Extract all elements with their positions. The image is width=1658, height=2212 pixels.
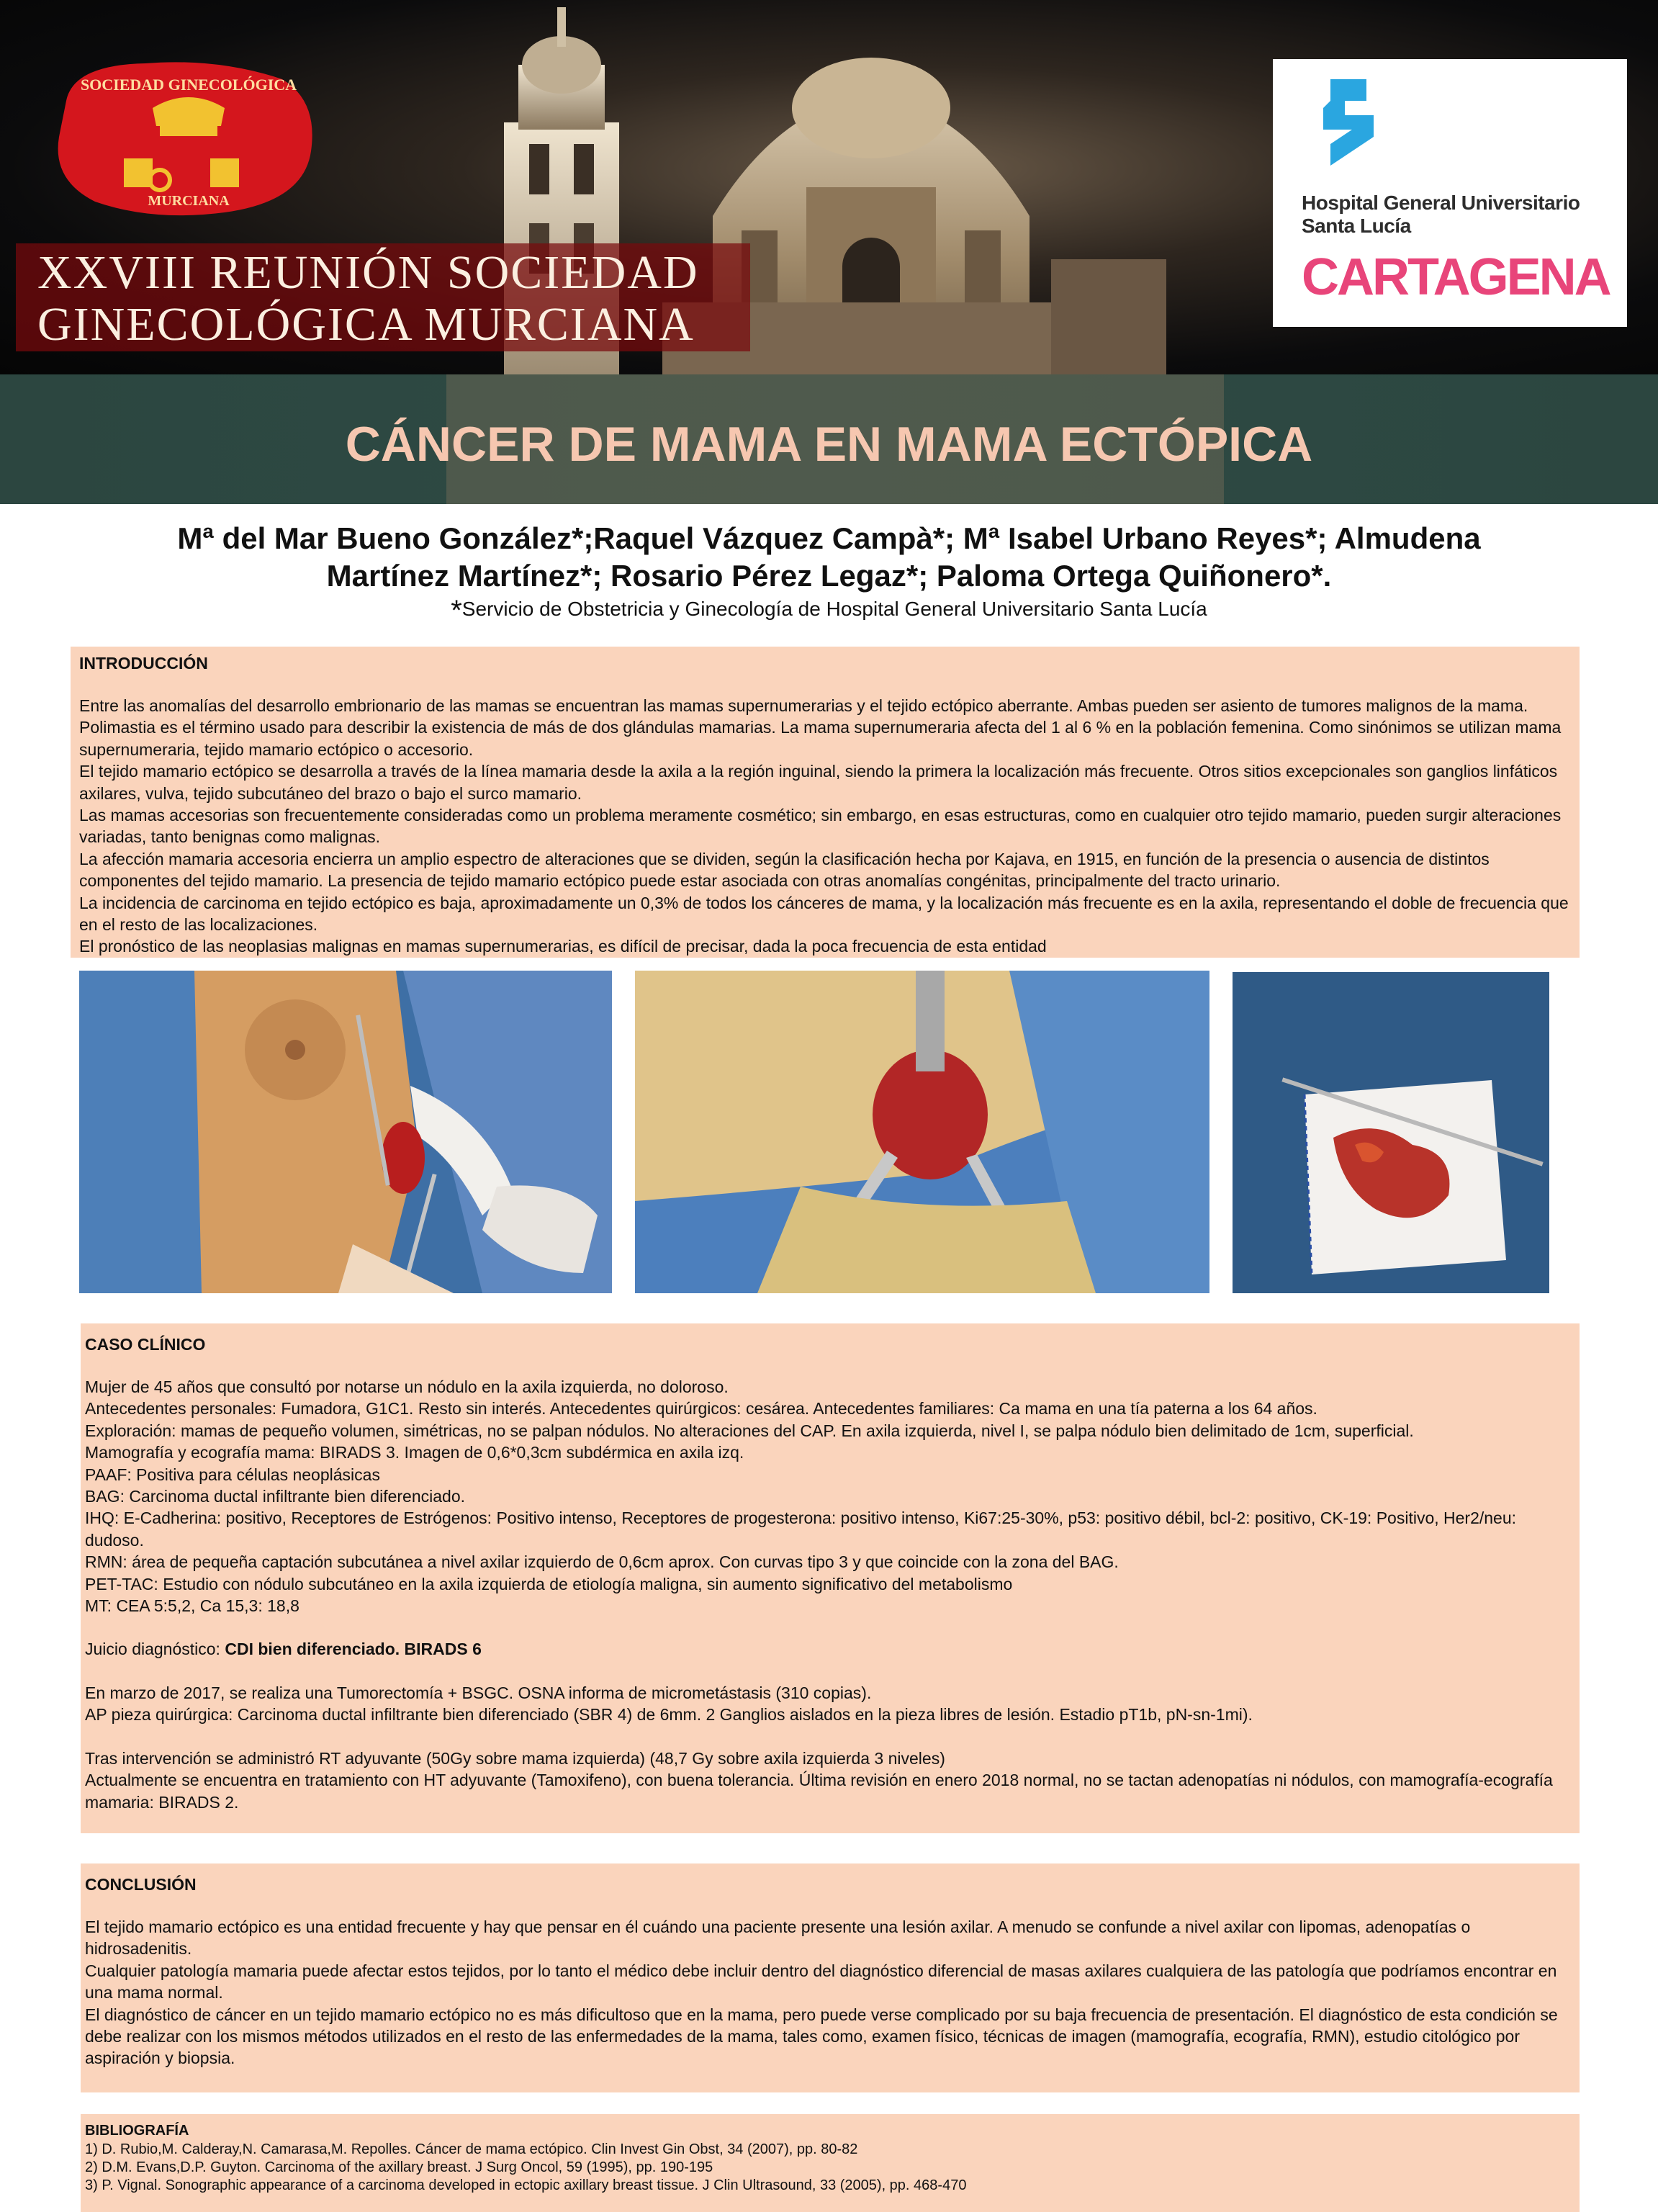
bibliography-item: 3) P. Vignal. Sonographic appearance of a carcinoma developed in ectopic axillary breast tissue. J Clin Ultrasound, 33 (2005), pp. 468-470 xyxy=(85,2177,967,2193)
case-heading: CASO CLÍNICO xyxy=(85,1335,206,1354)
hospital-city: CARTAGENA xyxy=(1302,248,1610,306)
case-body-1: Mujer de 45 años que consultó por notarse un nódulo en la axila izquierda, no doloroso. Antecedentes personales: Fumadora, G1C1. Resto sin interés. Antecedentes quirúrgicos: cesárea. Antecedentes familiares: Ca mama en una tía paterna a los 64 años. Exploración: mamas de pequeño volumen, simétricas, no se palpan nódulos. No alteraciones del CAP. En axila izquierda, nivel I, se palpa nódulo bien delimitado de 1cm, superficial. Mamografía y ecografía mama: BIRADS 3. Imagen de 0,6*0,3cm subdérmica en axila izq. PAAF: Positiva para células neoplásicas BAG: Carcinoma ductal infiltrante bien diferenciado. IHQ: E-Cadherina: positivo, Receptores de Estrógenos: Positivo intenso, Receptores de progesterona: positivo intenso, Ki67:25-30%, p53: positivo débil, bcl-2: positivo, CK-19: Positivo, Her2/neu: dudoso. RMN: área de pequeña captación subcutánea a nivel axilar izquierdo de 0,6cm aprox. Con curvas tipo 3 y que coincide con la zona del BAG. PET-TAC: Estudio con nódulo subcutáneo en la axila izquierda de etiología maligna, sin aumento significativo del metabolismo MT: CEA 5:5,2, Ca 15,3: 18,8 xyxy=(85,1377,1517,1616)
authors-line2: Martínez Martínez*; Rosario Pérez Legaz*; Paloma Ortega Quiñonero*. xyxy=(326,559,1332,593)
conclusion-heading: CONCLUSIÓN xyxy=(85,1875,197,1894)
bibliography-heading: BIBLIOGRAFÍA xyxy=(85,2123,189,2139)
diagnosis-value: CDI bien diferenciado. BIRADS 6 xyxy=(225,1640,482,1659)
case-panel xyxy=(81,1323,1580,1833)
meeting-title-line2: GINECOLÓGICA MURCIANA xyxy=(37,298,695,351)
poster-title: CÁNCER DE MAMA EN MAMA ECTÓPICA xyxy=(345,417,1313,472)
case-body-2: En marzo de 2017, se realiza una Tumorectomía + BSGC. OSNA informa de micrometástasis (310 copias). AP pieza quirúrgica: Carcinoma ductal infiltrante bien diferenciado (SBR 4) de 6mm. 2 Ganglios aislados en la pieza libres de lesión. Estadio pT1b, pN-sn-1mi). xyxy=(85,1683,1253,1725)
hospital-logo xyxy=(1273,59,1627,327)
hospital-name: Hospital General Universitario Santa Lucía xyxy=(1302,192,1580,237)
surgery-photo-2 xyxy=(635,971,1209,1293)
seal-bottom-text: MURCIANA xyxy=(148,193,230,209)
introduction-heading: INTRODUCCIÓN xyxy=(79,654,208,673)
surgery-photo-1 xyxy=(79,971,612,1293)
bibliography-item: 2) D.M. Evans,D.P. Guyton. Carcinoma of the axillary breast. J Surg Oncol, 59 (1995), pp. 190-195 xyxy=(85,2159,713,2175)
conclusion-panel xyxy=(81,1863,1580,2092)
affiliation-mark: * xyxy=(451,595,462,626)
bibliography-panel xyxy=(81,2114,1580,2212)
authors-line1: Mª del Mar Bueno González*;Raquel Vázquez Campà*; Mª Isabel Urbano Reyes*; Almudena xyxy=(177,521,1481,555)
header-banner xyxy=(0,0,1658,374)
hospital-mark-icon xyxy=(1302,72,1395,166)
meeting-title xyxy=(37,247,757,351)
authors xyxy=(72,520,1586,595)
case-body-3: Tras intervención se administró RT adyuvante (50Gy sobre mama izquierda) (48,7 Gy sobre axila izquierda 3 niveles) Actualmente se encuentra en tratamiento con HT adyuvante (Tamoxifeno), con buena tolerancia. Última revisión en enero 2018 normal, no se tactan adenopatías ni nódulos, con mamografía-ecografía mamaria: BIRADS 2. xyxy=(85,1748,1553,1812)
affiliation-text: Servicio de Obstetricia y Ginecología de Hospital General Universitario Santa Lucía xyxy=(461,598,1207,620)
surgical-specimen-photo xyxy=(1233,972,1549,1293)
case-diagnosis xyxy=(85,1638,1575,1660)
bibliography-item: 1) D. Rubio,M. Calderay,N. Camarasa,M. Repolles. Cáncer de mama ectópico. Clin Invest Gin Obst, 34 (2007), pp. 80-82 xyxy=(85,2141,858,2157)
diagnosis-label: Juicio diagnóstico: xyxy=(85,1640,225,1659)
meeting-title-line1: XXVIII REUNIÓN SOCIEDAD xyxy=(37,246,699,299)
conclusion-body: El tejido mamario ectópico es una entidad frecuente y hay que pensar en él cuándo una paciente presente una lesión axilar. A menudo se confunde a nivel axilar con lipomas, adenopatías o hidrosadenitis. Cualquier patología mamaria puede afectar estos tejidos, por lo tanto el médico debe incluir dentro del diagnóstico diferencial de masas axilares cualquiera de las patología que podríamos encontrar en una mama normal. El diagnóstico de cáncer en un tejido mamario ectópico no es más dificultoso que en la mama, pero puede verse complicado por su baja frecuencia de presentación. El diagnóstico de esta condición se debe realizar con los mismos métodos utilizados en el resto de las enfermedades de la mama, tales como, examen físico, técnicas de imagen (mamografía, ecografía, RMN), estudio citológico por aspiración y biopsia. xyxy=(85,1917,1558,2068)
society-seal-logo xyxy=(45,58,333,223)
affiliation xyxy=(72,595,1586,627)
introduction-panel xyxy=(71,647,1580,958)
seal-top-text: SOCIEDAD GINECOLÓGICA xyxy=(80,76,297,94)
introduction-body: Entre las anomalías del desarrollo embrionario de las mamas se encuentran las mamas supernumerarias y el tejido ectópico aberrante. Ambas pueden ser asiento de tumores malignos de la mama. Polimastia es el término usado para describir la existencia de más de dos glándulas mamarias. La mama supernumeraria afecta del 1 al 6 % en la población femenina. Como sinónimos se utilizan mama supernumeraria, tejido mamario ectópico o accesorio. El tejido mamario ectópico se desarrolla a través de la línea mamaria desde la axila a la región inguinal, siendo la primera la localización más frecuente. Otros sitios excepcionales son ganglios linfáticos axilares, vulva, tejido subcutáneo del brazo o bajo el surco mamario. Las mamas accesorias son frecuentemente consideradas como un problema meramente cosmético; sin embargo, en esas estructuras, como en cualquier otro tejido mamario, pueden surgir alteraciones variadas, tanto benignas como malignas. La afección mamaria accesoria encierra un amplio espectro de alteraciones que se dividen, según la clasificación hecha por Kajava, en 1915, en función de la presencia o ausencia de distintos componentes del tejido mamario. La presencia de tejido mamario ectópico puede estar asociada con otras anomalías congénitas, principalmente del tracto urinario. La incidencia de carcinoma en tejido ectópico es baja, aproximadamente un 0,3% de todos los cánceres de mama, y la localización más frecuente es en la axila, representando el doble de frecuencia que en el resto de las localizaciones. El pronóstico de las neoplasias malignas en mamas supernumerarias, es difícil de precisar, dada la poca frecuencia de esta entidad xyxy=(79,696,1569,956)
